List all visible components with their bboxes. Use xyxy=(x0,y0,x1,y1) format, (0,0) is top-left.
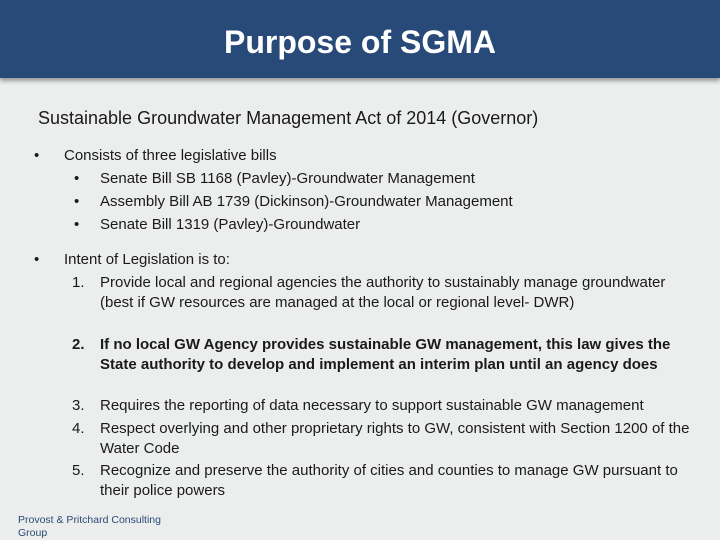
sub-bullet-marker: • xyxy=(74,193,80,210)
slide-subtitle: Sustainable Groundwater Management Act of 2014 (Governor) xyxy=(38,108,539,128)
bullet-marker: • xyxy=(34,147,40,164)
list-item: Recognize and preserve the authority of cities and counties to manage GW pursuant to their police powers xyxy=(100,462,678,499)
slide-title: Purpose of SGMA xyxy=(223,24,496,60)
list-item: Requires the reporting of data necessary to support sustainable GW management xyxy=(100,397,644,414)
sub-bullet-text: Senate Bill 1319 (Pavley)-Groundwater xyxy=(100,216,361,233)
bullet-text: Intent of Legislation is to: xyxy=(64,251,230,268)
list-item: If no local GW Agency provides sustainable GW management, this law gives the State authority to develop and implement an interim plan until an agency does xyxy=(100,336,671,373)
sub-bullet-marker: • xyxy=(74,216,80,233)
list-number: 4. xyxy=(72,420,85,437)
list-number: 5. xyxy=(72,462,85,479)
footer-company: Provost & Pritchard Consulting Group xyxy=(18,514,161,539)
list-number: 1. xyxy=(72,274,85,291)
sub-bullet-marker: • xyxy=(74,170,80,187)
bullet-text: Consists of three legislative bills xyxy=(64,147,277,164)
list-number: 2. xyxy=(72,336,85,353)
sub-bullet-text: Senate Bill SB 1168 (Pavley)-Groundwater Management xyxy=(100,170,475,187)
sub-bullet-text: Assembly Bill AB 1739 (Dickinson)-Groundwater Management xyxy=(100,193,513,210)
bullet-marker: • xyxy=(34,251,40,268)
list-number: 3. xyxy=(72,397,85,414)
list-item: Provide local and regional agencies the authority to sustainably manage groundwater (best if GW resources are managed at the local or regional level- DWR) xyxy=(100,274,666,311)
list-item: Respect overlying and other proprietary rights to GW, consistent with Section 1200 of the Water Code xyxy=(100,420,690,457)
